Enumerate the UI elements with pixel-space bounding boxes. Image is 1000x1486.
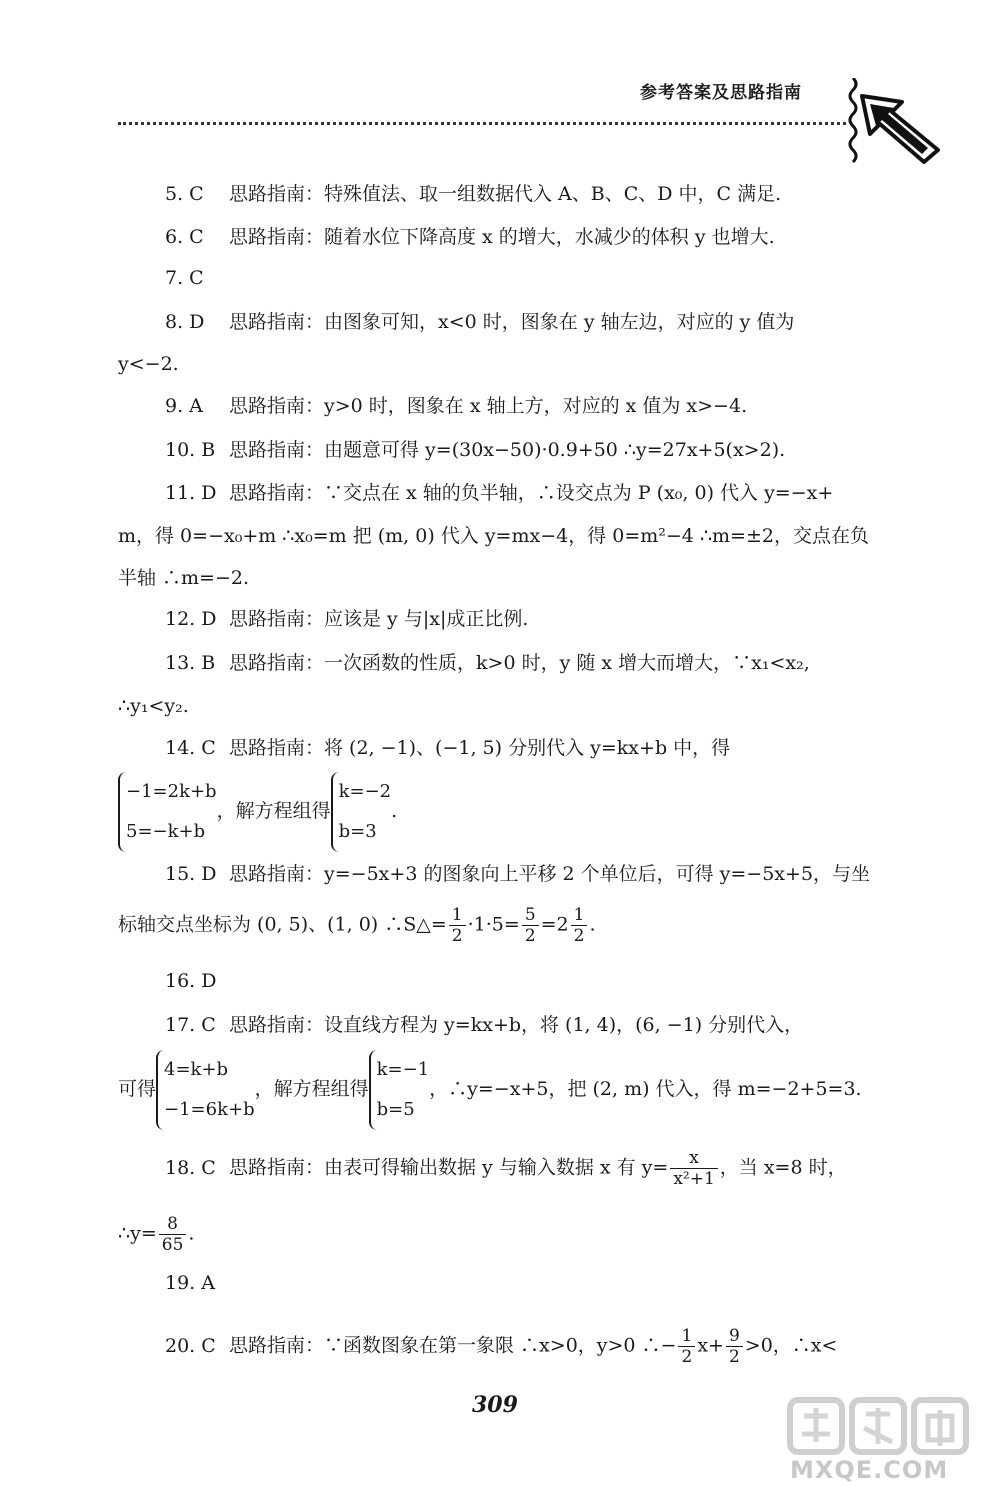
guide-label: 思路指南： — [229, 608, 325, 630]
answer-number: 17. C — [165, 1014, 216, 1036]
answer-number: 10. B — [165, 439, 216, 461]
answer-number: 8. D — [165, 311, 205, 333]
guide-label: 思路指南： — [229, 1334, 325, 1357]
answer-text: 将 (2, −1)、(−1, 5) 分别代入 y=kx+b 中，得 — [324, 737, 731, 759]
answer-item-13 — [165, 651, 810, 675]
fraction: $\frac{8}{65}$ — [159, 1214, 187, 1255]
guide-label: 思路指南： — [229, 311, 325, 333]
answer-number: 19. A — [165, 1272, 215, 1294]
answer-item-6 — [165, 225, 775, 249]
fraction: $\frac{1}{2}$ — [571, 905, 588, 946]
answer-item-17-equations: 可得 4=k+b −1=6k+b ，解方程组得 k=−1 b=5 ，∴y=−x+5，把 (2, m) 代入，得 m=−2+5=3. — [118, 1050, 862, 1130]
answer-item-14-equations: −1=2k+b 5=−k+b ，解方程组得 k=−2 b=3 . — [118, 772, 397, 852]
guide-label: 思路指南： — [229, 226, 325, 248]
answer-number: 15. D — [165, 863, 217, 885]
answer-number: 9. A — [165, 395, 203, 417]
answer-item-11 — [165, 481, 833, 505]
answer-number: 13. B — [165, 652, 216, 674]
fraction: $\frac{1}{2}$ — [678, 1326, 695, 1367]
answer-item-11-cont2: 半轴 ∴m=−2. — [118, 567, 250, 589]
answer-number: 14. C — [165, 737, 216, 759]
answer-item-8 — [165, 310, 794, 334]
answer-item-19 — [165, 1271, 229, 1295]
answer-item-5 — [165, 182, 781, 206]
answer-number: 7. C — [165, 267, 204, 289]
answer-text: 随着水位下降高度 x 的增大，水减少的体积 y 也增大. — [324, 226, 775, 248]
answer-text: 一次函数的性质，k>0 时，y 随 x 增大而增大，∵x₁<x₂, — [324, 652, 810, 674]
fraction: $\frac{9}{2}$ — [726, 1326, 743, 1367]
answer-text: 由表可得输出数据 y 与输入数据 x 有 y= — [324, 1156, 669, 1179]
answer-item-9 — [165, 394, 747, 418]
answer-item-11-cont1: m，得 0=−x₀+m ∴x₀=m 把 (m, 0) 代入 y=mx−4，得 0=m²−4 ∴m=±2，交点在负 — [118, 525, 869, 547]
answer-text: ∵交点在 x 轴的负半轴，∴设交点为 P (x₀, 0) 代入 y=−x+ — [324, 482, 834, 504]
watermark-text: MXQE.COM — [790, 1456, 949, 1484]
answer-item-15-cont: 标轴交点坐标为 (0, 5)、(1, 0) ∴S△= $\frac{1}{2}$ ·1·5= $\frac{5}{2}$ =2 $\frac{1}{2}$ . — [118, 905, 596, 946]
answer-number: 11. D — [165, 482, 217, 504]
answer-text: 设直线方程为 y=kx+b，将 (1, 4)，(6, −1) 分别代入， — [324, 1014, 804, 1036]
answer-text: ∵函数图象在第一象限 ∴x>0，y>0 ∴− — [324, 1334, 677, 1357]
equation-system: −1=2k+b 5=−k+b — [118, 772, 217, 852]
equation-system-solution: k=−1 b=5 — [369, 1050, 430, 1130]
equation-system-solution: k=−2 b=3 — [331, 772, 392, 852]
guide-label: 思路指南： — [229, 863, 325, 885]
answer-number: 20. C — [165, 1334, 216, 1357]
answer-item-13-cont: ∴y₁<y₂. — [118, 695, 189, 717]
answer-number: 18. C — [165, 1156, 216, 1179]
guide-label: 思路指南： — [229, 1014, 325, 1036]
answer-number: 5. C — [165, 183, 204, 205]
answer-text: y=−5x+3 的图象向上平移 2 个单位后，可得 y=−5x+5，与坐 — [324, 863, 871, 885]
guide-label: 思路指南： — [229, 395, 325, 417]
page-number: 309 — [472, 1392, 518, 1418]
answer-number: 6. C — [165, 226, 204, 248]
answer-text: 特殊值法、取一组数据代入 A、B、C、D 中，C 满足. — [324, 183, 782, 205]
answer-item-18-cont: ∴y= $\frac{8}{65}$ . — [118, 1214, 195, 1255]
answer-item-10 — [165, 438, 785, 462]
answer-text: 应该是 y 与|x|成正比例. — [324, 608, 529, 630]
answer-item-7 — [165, 266, 229, 290]
guide-label: 思路指南： — [229, 1156, 325, 1179]
guide-label: 思路指南： — [229, 439, 325, 461]
answer-item-8-cont: y<−2. — [118, 353, 179, 375]
answer-item-18: 18. C 思路指南：由表可得输出数据 y 与输入数据 x 有 y= $\frac{x}{\text{x²+1}}$ ，当 x=8 时， — [165, 1148, 847, 1189]
fraction: $\frac{x}{\text{x²+1}}$ — [670, 1148, 717, 1189]
answer-item-20: 20. C 思路指南：∵函数图象在第一象限 ∴x>0，y>0 ∴− $\frac{1}{2}$ x+ $\frac{9}{2}$ >0，∴x< — [165, 1326, 838, 1367]
running-header-title: 参考答案及思路指南 — [640, 83, 802, 103]
answer-text: 由图象可知，x<0 时，图象在 y 轴左边，对应的 y 值为 — [324, 311, 795, 333]
arrow-up-left-icon — [858, 92, 942, 164]
guide-label: 思路指南： — [229, 183, 325, 205]
answer-text: y>0 时，图象在 x 轴上方，对应的 x 值为 x>−4. — [324, 395, 748, 417]
answer-item-17 — [165, 1013, 803, 1037]
guide-label: 思路指南： — [229, 482, 325, 504]
guide-label: 思路指南： — [229, 652, 325, 674]
fraction: $\frac{1}{2}$ — [449, 905, 466, 946]
answer-text: 由题意可得 y=(30x−50)·0.9+50 ∴y=27x+5(x>2). — [324, 439, 786, 461]
answer-item-15 — [165, 862, 870, 886]
answer-item-14 — [165, 736, 730, 760]
answer-item-16 — [165, 969, 229, 993]
answer-number: 16. D — [165, 970, 217, 992]
guide-label: 思路指南： — [229, 737, 325, 759]
fraction: $\frac{5}{2}$ — [522, 905, 539, 946]
header-dotted-rule — [118, 122, 846, 125]
equation-system: 4=k+b −1=6k+b — [156, 1050, 255, 1130]
answer-number: 12. D — [165, 608, 217, 630]
answer-item-12 — [165, 607, 528, 631]
